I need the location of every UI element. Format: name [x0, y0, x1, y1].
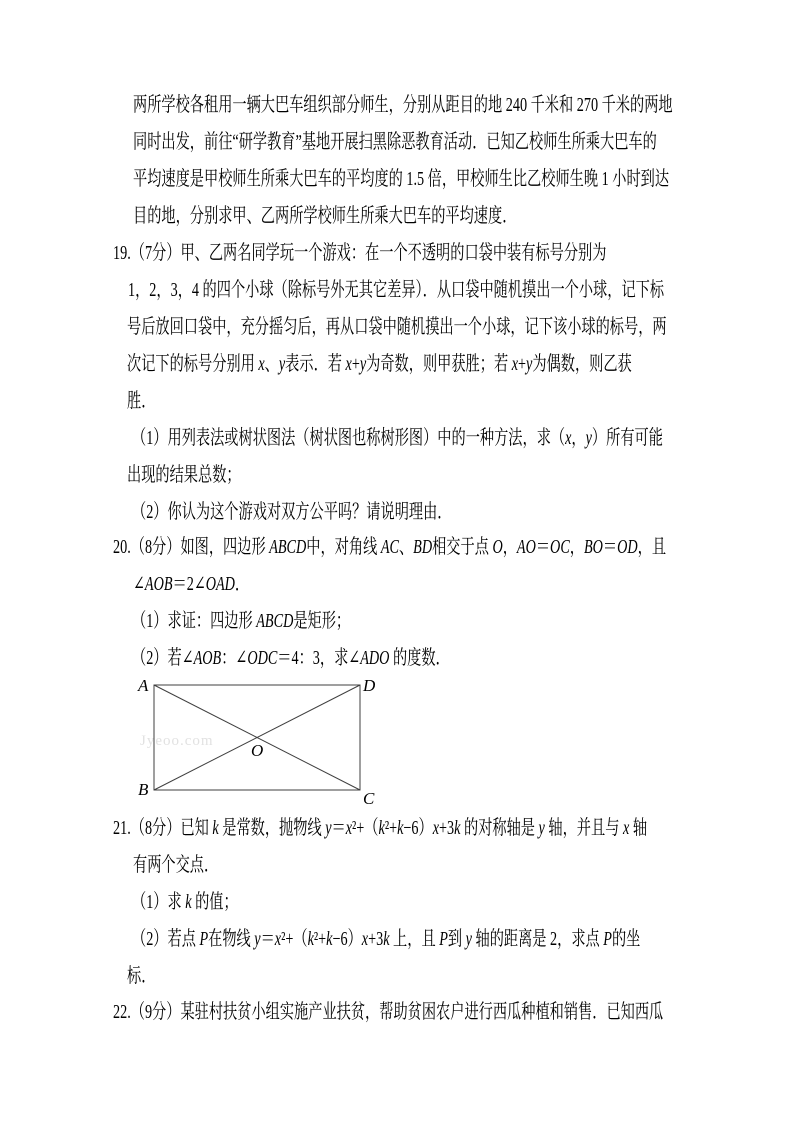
- q21-subitem-2: （2）若点 P在物线 y＝x²+（k²+k−6）x+3k 上，且 P到 y 轴的距离是 2，求点 P的坐: [132, 928, 641, 950]
- q18-line: 平均速度是甲校师生所乘大巴车的平均度的 1.5 倍，甲校师生比乙校师生晚 1 小时到达: [133, 168, 670, 190]
- q18-line: 目的地，分别求甲、乙两所学校师生所乘大巴车的平均速度．: [133, 205, 517, 227]
- q21-line: 21.（8分）已知 k 是常数，抛物线 y＝x²+（k²+k−6）x+3k 的对称轴是 y 轴，并且与 x 轴: [113, 817, 648, 839]
- q19-line: 出现的结果总数；: [127, 464, 241, 486]
- q18-line: 同时出发，前往“研学教育”基地开展扫黑除恶教育活动．已知乙校师生所乘大巴车的: [133, 131, 657, 153]
- q22-line: 22.（9分）某驻村扶贫小组实施产业扶贫，帮助贫困农户进行西瓜种植和销售．已知西瓜: [113, 1001, 664, 1023]
- center-label-O: O: [251, 741, 264, 760]
- q19-line: 次记下的标号分别用 x、y表示．若 x+y为奇数，则甲获胜；若 x+y为偶数，则乙获: [127, 353, 632, 375]
- q19-line: 号后放回口袋中，充分摇匀后，再从口袋中随机摸出一个小球，记下该小球的标号，两: [127, 316, 667, 338]
- q20-line: 20.（8分）如图，四边形 ABCD中，对角线 AC、BD相交于点 O，AO＝OC，BO＝OD，且: [113, 536, 667, 558]
- q19-subitem-2: （2）你认为这个游戏对双方公平吗？请说明理由．: [132, 501, 452, 523]
- q21-line: 标．: [127, 965, 156, 987]
- q20-line: ∠AOB＝2∠OAD．: [133, 573, 250, 595]
- q21-subitem-1: （1）求 k 的值；: [132, 891, 238, 913]
- q21-line: 有两个交点．: [133, 854, 219, 876]
- q19-line: 19.（7分）甲、乙两名同学玩一个游戏：在一个不透明的口袋中装有标号分别为: [113, 242, 607, 264]
- vertex-label-B: B: [138, 780, 149, 799]
- watermark: Jyeoo.com: [140, 733, 214, 749]
- q19-line: 1，2，3，4 的四个小球（除标号外无其它差异）．从口袋中随机摸出一个小球，记下标: [128, 279, 665, 301]
- vertex-label-C: C: [363, 789, 375, 808]
- rectangle-diagram: [130, 670, 380, 810]
- q19-line: 胜．: [127, 390, 156, 412]
- q18-line: 两所学校各租用一辆大巴车组织部分师生，分别从距目的地 240 千米和 270 千米的两地: [133, 94, 673, 116]
- q20-figure: [130, 670, 380, 810]
- q19-subitem-1: （1）用列表法或树状图法（树状图也称树形图）中的一种方法，求（x，y）所有可能: [132, 427, 663, 449]
- vertex-label-D: D: [363, 676, 376, 695]
- q20-subitem-1: （1）求证：四边形 ABCD是矩形；: [132, 610, 351, 632]
- vertex-label-A: A: [138, 676, 149, 695]
- q20-subitem-2: （2）若∠AOB：∠ODC＝4：3，求∠ADO 的度数．: [132, 647, 450, 669]
